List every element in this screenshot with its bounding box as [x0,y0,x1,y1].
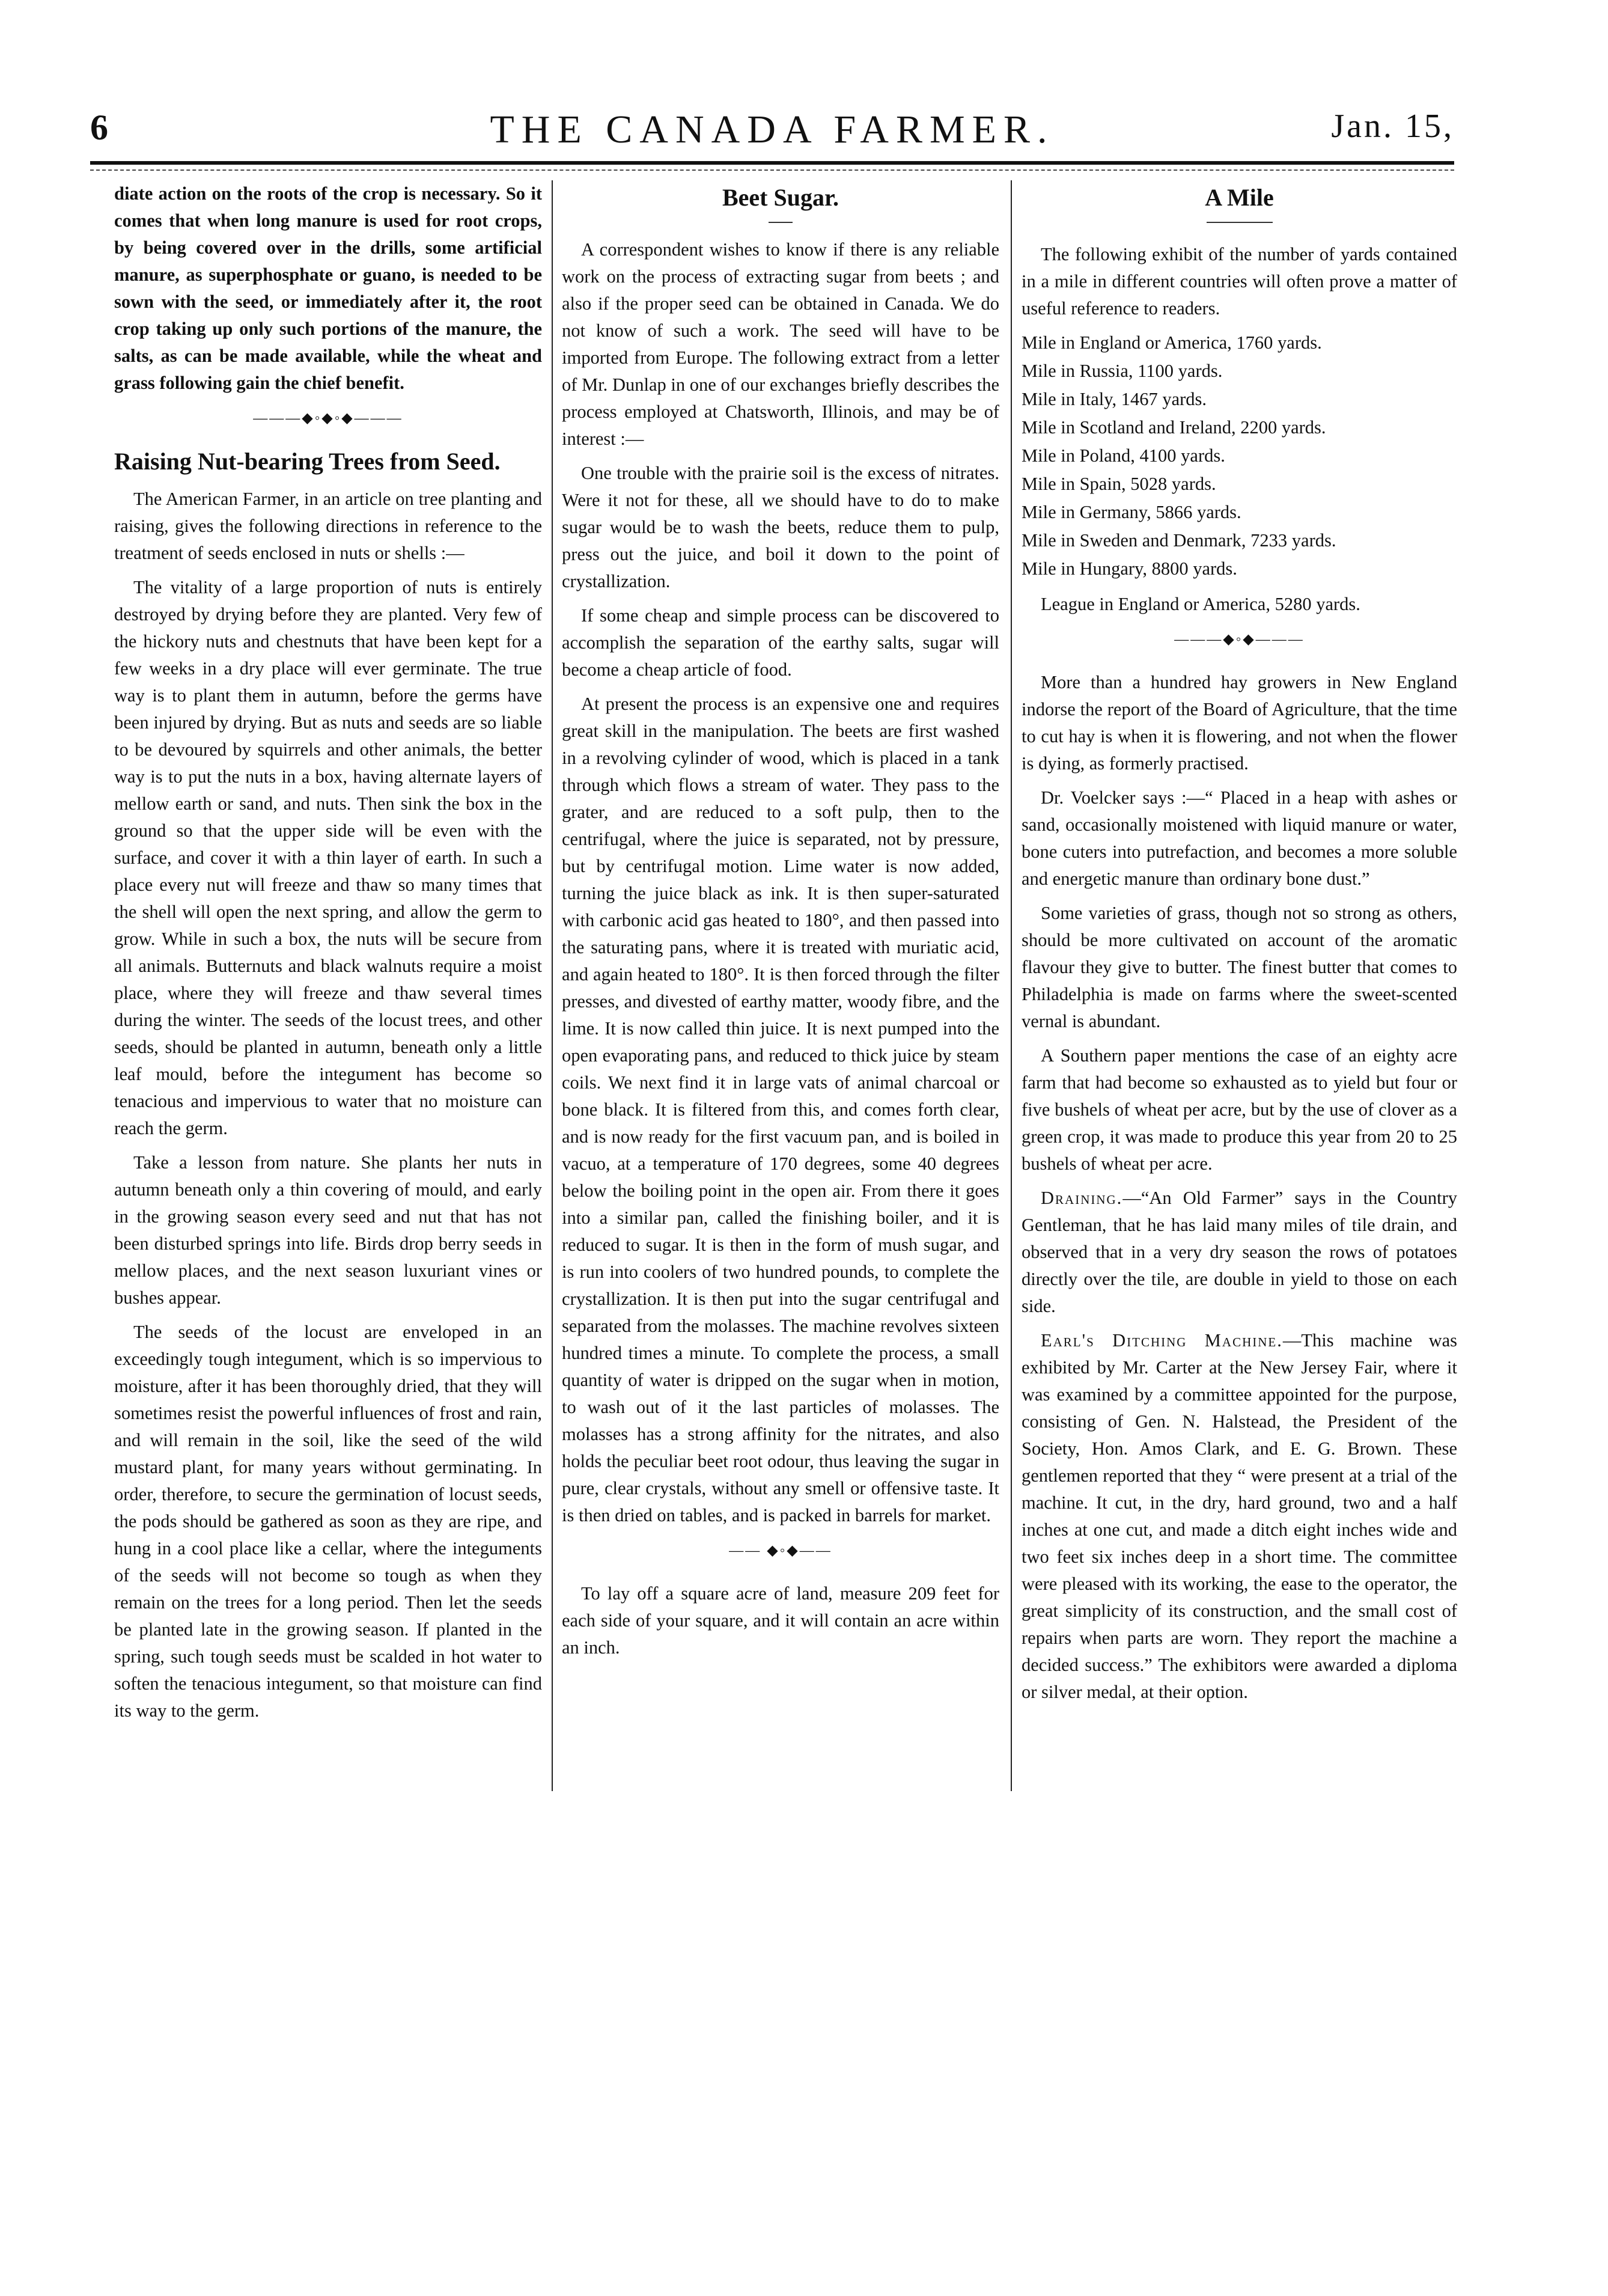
paragraph: One trouble with the prairie soil is the excess of nitrates. Were it not for these, all we should have to do to make sugar would be to wash the beets, reduce them to pulp, press out the juice, and boil it down to the point of crystallization. [562,463,999,591]
continued-article [114,180,542,397]
paragraph: A Southern paper mentions the case of an eighty acre farm that had become so exhausted as to yield but four or five bushels of wheat per acre, but by the use of clover as a green crop, it was made to produce this year from 20 to 25 bushels of wheat per acre. [1022,1045,1457,1174]
paragraph: Some varieties of grass, though not so strong as others, should be more cultivated on account of the aromatic flavour they give to butter. The finest butter that comes to Philadelphia is made on farms where the sweet-scented vernal is abundant. [1022,903,1457,1031]
masthead [90,107,1454,167]
column-divider-1 [552,180,553,1791]
article-heading-beet-sugar: Beet Sugar. [722,184,839,211]
column-3 [1022,180,1457,2104]
ditching-text: —This machine was exhibited by Mr. Carter at the New Jersey Fair, where it was examined by a committee appointed for the purpose, consisting of Gen. N. Halstead, the President of the Society, Hon. Amos Clark, and E. G. Brown. These gentlemen reported that they “ were present at a trial of the machine. It cut, in the dry, hard ground, two and a half inches at one cut, and made a ditch eight inches wide and two feet six inches deep in a short time. The committee were pleased with its working, the ease to the operator, the great simplicity of its construction, and the small cost of repairs when parts are worn. They report the machine a decided success.” The exhibitors were awarded a diploma or silver medal, at their option. [1022,1330,1457,1702]
mile-list [1022,329,1457,582]
column-2 [562,180,999,2104]
section-ornament: —— ◆◦◆—— [729,1543,832,1559]
paragraph: Dr. Voelcker says :—“ Placed in a heap with ashes or sand, occasionally moistened with liquid manure or water, bone cuters into putrefaction, and becomes a more soluble and energetic manure than ordinary bone dust.” [1022,787,1457,889]
list-item: Mile in Germany, 5866 yards. [1022,502,1241,522]
paragraph: A correspondent wishes to know if there is any reliable work on the process of extracting sugar from beets ; and also if the proper seed can be obtained in Canada. We do not know of such a work. The seed will have to be imported from Europe. The following extract from a letter of Mr. Dunlap in one of our exchanges briefly describes the process employed at Chatsworth, Illinois, and may be of interest :— [562,239,999,449]
list-item: Mile in Poland, 4100 yards. [1022,445,1225,466]
paragraph: To lay off a square acre of land, measure 209 feet for each side of your square, and it will contain an acre within an inch. [562,1583,999,1658]
paragraph: The seeds of the locust are enveloped in an exceedingly tough integument, which is so impervious to moisture, after it has been thoroughly dried, that they will sometimes resist the powerful influences of frost and rain, and will remain in the soil, like the seed of the wild mustard plant, for many years without germinating. In order, therefore, to secure the germination of locust seeds, the pods should be gathered as soon as they are ripe, and hung in a cool place like a cellar, where the integuments of the seeds will not become so tough as when they remain on the trees for a long period. Then let the seeds be planted late in the growing season. If planted in the spring, such tough seeds must be scalded in hot water to soften the tenacious integument, so that moisture can find its way to the germ. [114,1322,542,1721]
article-heading-a-mile: A Mile [1205,184,1274,211]
paragraph-draining [1022,1185,1457,1320]
lead-ditching-machine: Earl's Ditching Machine. [1041,1330,1283,1351]
heading-rule [1207,222,1273,223]
list-item: Mile in Sweden and Denmark, 7233 yards. [1022,530,1336,551]
column-1 [114,180,542,2104]
continued-paragraph: diate action on the roots of the crop is necessary. So it comes that when long manure is used for root crops, by being covered over in the drills, some artificial manure, as superphosphate or guano, is needed to be sown with the seed, or immediately after it, the root crop taking up only such portions of the manure, the salts, as can be made available, while the wheat and grass following gain the chief benefit. [114,183,542,393]
list-item: Mile in Scotland and Ireland, 2200 yards. [1022,417,1326,438]
draining-text: —“An Old Farmer” says in the Country Gentleman, that he has laid many miles of tile drain, and observed that in a very dry season the rows of potatoes directly over the tile, are double in yield to those on each side. [1022,1188,1457,1316]
newspaper-title: THE CANADA FARMER. [490,108,1055,151]
paragraph: If some cheap and simple process can be discovered to accomplish the separation of the earthy salts, sugar will become a cheap article of food. [562,605,999,680]
issue-date: Jan. 15, [1331,108,1454,145]
paragraph: Take a lesson from nature. She plants her nuts in autumn beneath only a thin covering of mould, and early in the growing season every seed and nut that has not been disturbed springs into life. Birds drop berry seeds in mellow places, and the next season luxuriant vines or bushes appear. [114,1152,542,1308]
heading-rule [769,222,793,223]
header-rule [90,161,1454,165]
paragraph: The vitality of a large proportion of nuts is entirely destroyed by drying before they are planted. Very few of the hickory nuts and chestnuts that have been kept for a few weeks in a dry place will ever germinate. The true way is to plant them in autumn, before the germs have been injured by drying. But as nuts and seeds are so liable to be devoured by squirrels and other animals, the better way is to put the nuts in a box, having alternate layers of mellow earth or sand, and nuts. Then sink the box in the ground so that the upper side will be even with the surface, and cover it with a thin layer of earth. In such a place every nut will freeze and thaw so many times that the shell will open the next spring, and allow the germ to grow. While in such a box, the nuts will be secure from all animals. Butternuts and black walnuts require a moist place, where they will freeze and thaw several times during the winter. The seeds of the locust trees, and other seeds, should be planted in autumn, beneath only a little leaf mould, before the integument has become so tenacious and impervious to water that no moisture can reach the germ. [114,577,542,1138]
list-item: Mile in Spain, 5028 yards. [1022,474,1216,494]
list-item: Mile in England or America, 1760 yards. [1022,332,1322,353]
list-item: Mile in Italy, 1467 yards. [1022,389,1207,409]
lead-draining: Draining. [1041,1188,1123,1208]
paragraph: The following exhibit of the number of yards contained in a mile in different countries will often prove a matter of useful reference to readers. [1022,244,1457,319]
column-divider-2 [1011,180,1012,1791]
paragraph: The American Farmer, in an article on tree planting and raising, gives the following directions in reference to the treatment of seeds enclosed in nuts or shells :— [114,489,542,563]
section-ornament: ———◆◦◆——— [1174,632,1305,647]
list-item: Mile in Hungary, 8800 yards. [1022,558,1237,579]
paragraph: League in England or America, 5280 yards. [1041,594,1360,614]
paragraph: At present the process is an expensive one and requires great skill in the manipulation. The beets are first washed in a revolving cylinder of wood, which is placed in a tank through which flows a stream of water. They pass to the grater, and are reduced to a soft pulp, then to the centrifugal, where the juice is separated, not by pressure, but by centrifugal motion. Lime water is now added, turning the juice black as ink. It is then super-saturated with carbonic acid gas heated to 180°, and then passed into the saturating pans, where it is treated with muriatic acid, and again heated to 180°. It is then forced through the filter presses, and divested of earthy matter, woody fibre, and the lime. It is now called thin juice. It is next pumped into the open evaporating pans, and reduced to thick juice by steam coils. We next find it in large vats of animal charcoal or bone black. It is filtered from this, and comes forth clear, and is now ready for the first vacuum pan, and is boiled in vacuo, at a temperature of 170 degrees, some 40 degrees below the boiling point in the open air. From there it goes into a similar pan, called the finishing boiler, and it is reduced to sugar. It is then in the form of mush sugar, and is run into coolers of two hundred pounds, to complete the crystallization. It is then put into the sugar centrifugal and separated from the molasses. The machine revolves sixteen hundred times a minute. To complete the process, a small quantity of water is dripped on the sugar when in motion, to wash out of it the last particles of molasses. The molasses has a strong affinity for the nitrates, and also holds the peculiar beet root odour, thus leaving the sugar in pure, clear crystals, without any smell or offensive taste. It is then dried on tables, and is packed in barrels for market. [562,694,999,1525]
page-number: 6 [90,108,108,147]
list-item: Mile in Russia, 1100 yards. [1022,361,1223,381]
paragraph: More than a hundred hay growers in New England indorse the report of the Board of Agriculture, that the time to cut hay is when it is flowering, and not when the flower is dying, as formerly practised. [1022,672,1457,774]
paragraph-ditching-machine [1022,1327,1457,1706]
header-rule-dashed [90,169,1454,171]
section-ornament: ———◆◦◆◦◆——— [253,411,403,426]
article-heading-nut-trees: Raising Nut-bearing Trees from Seed. [114,448,501,475]
